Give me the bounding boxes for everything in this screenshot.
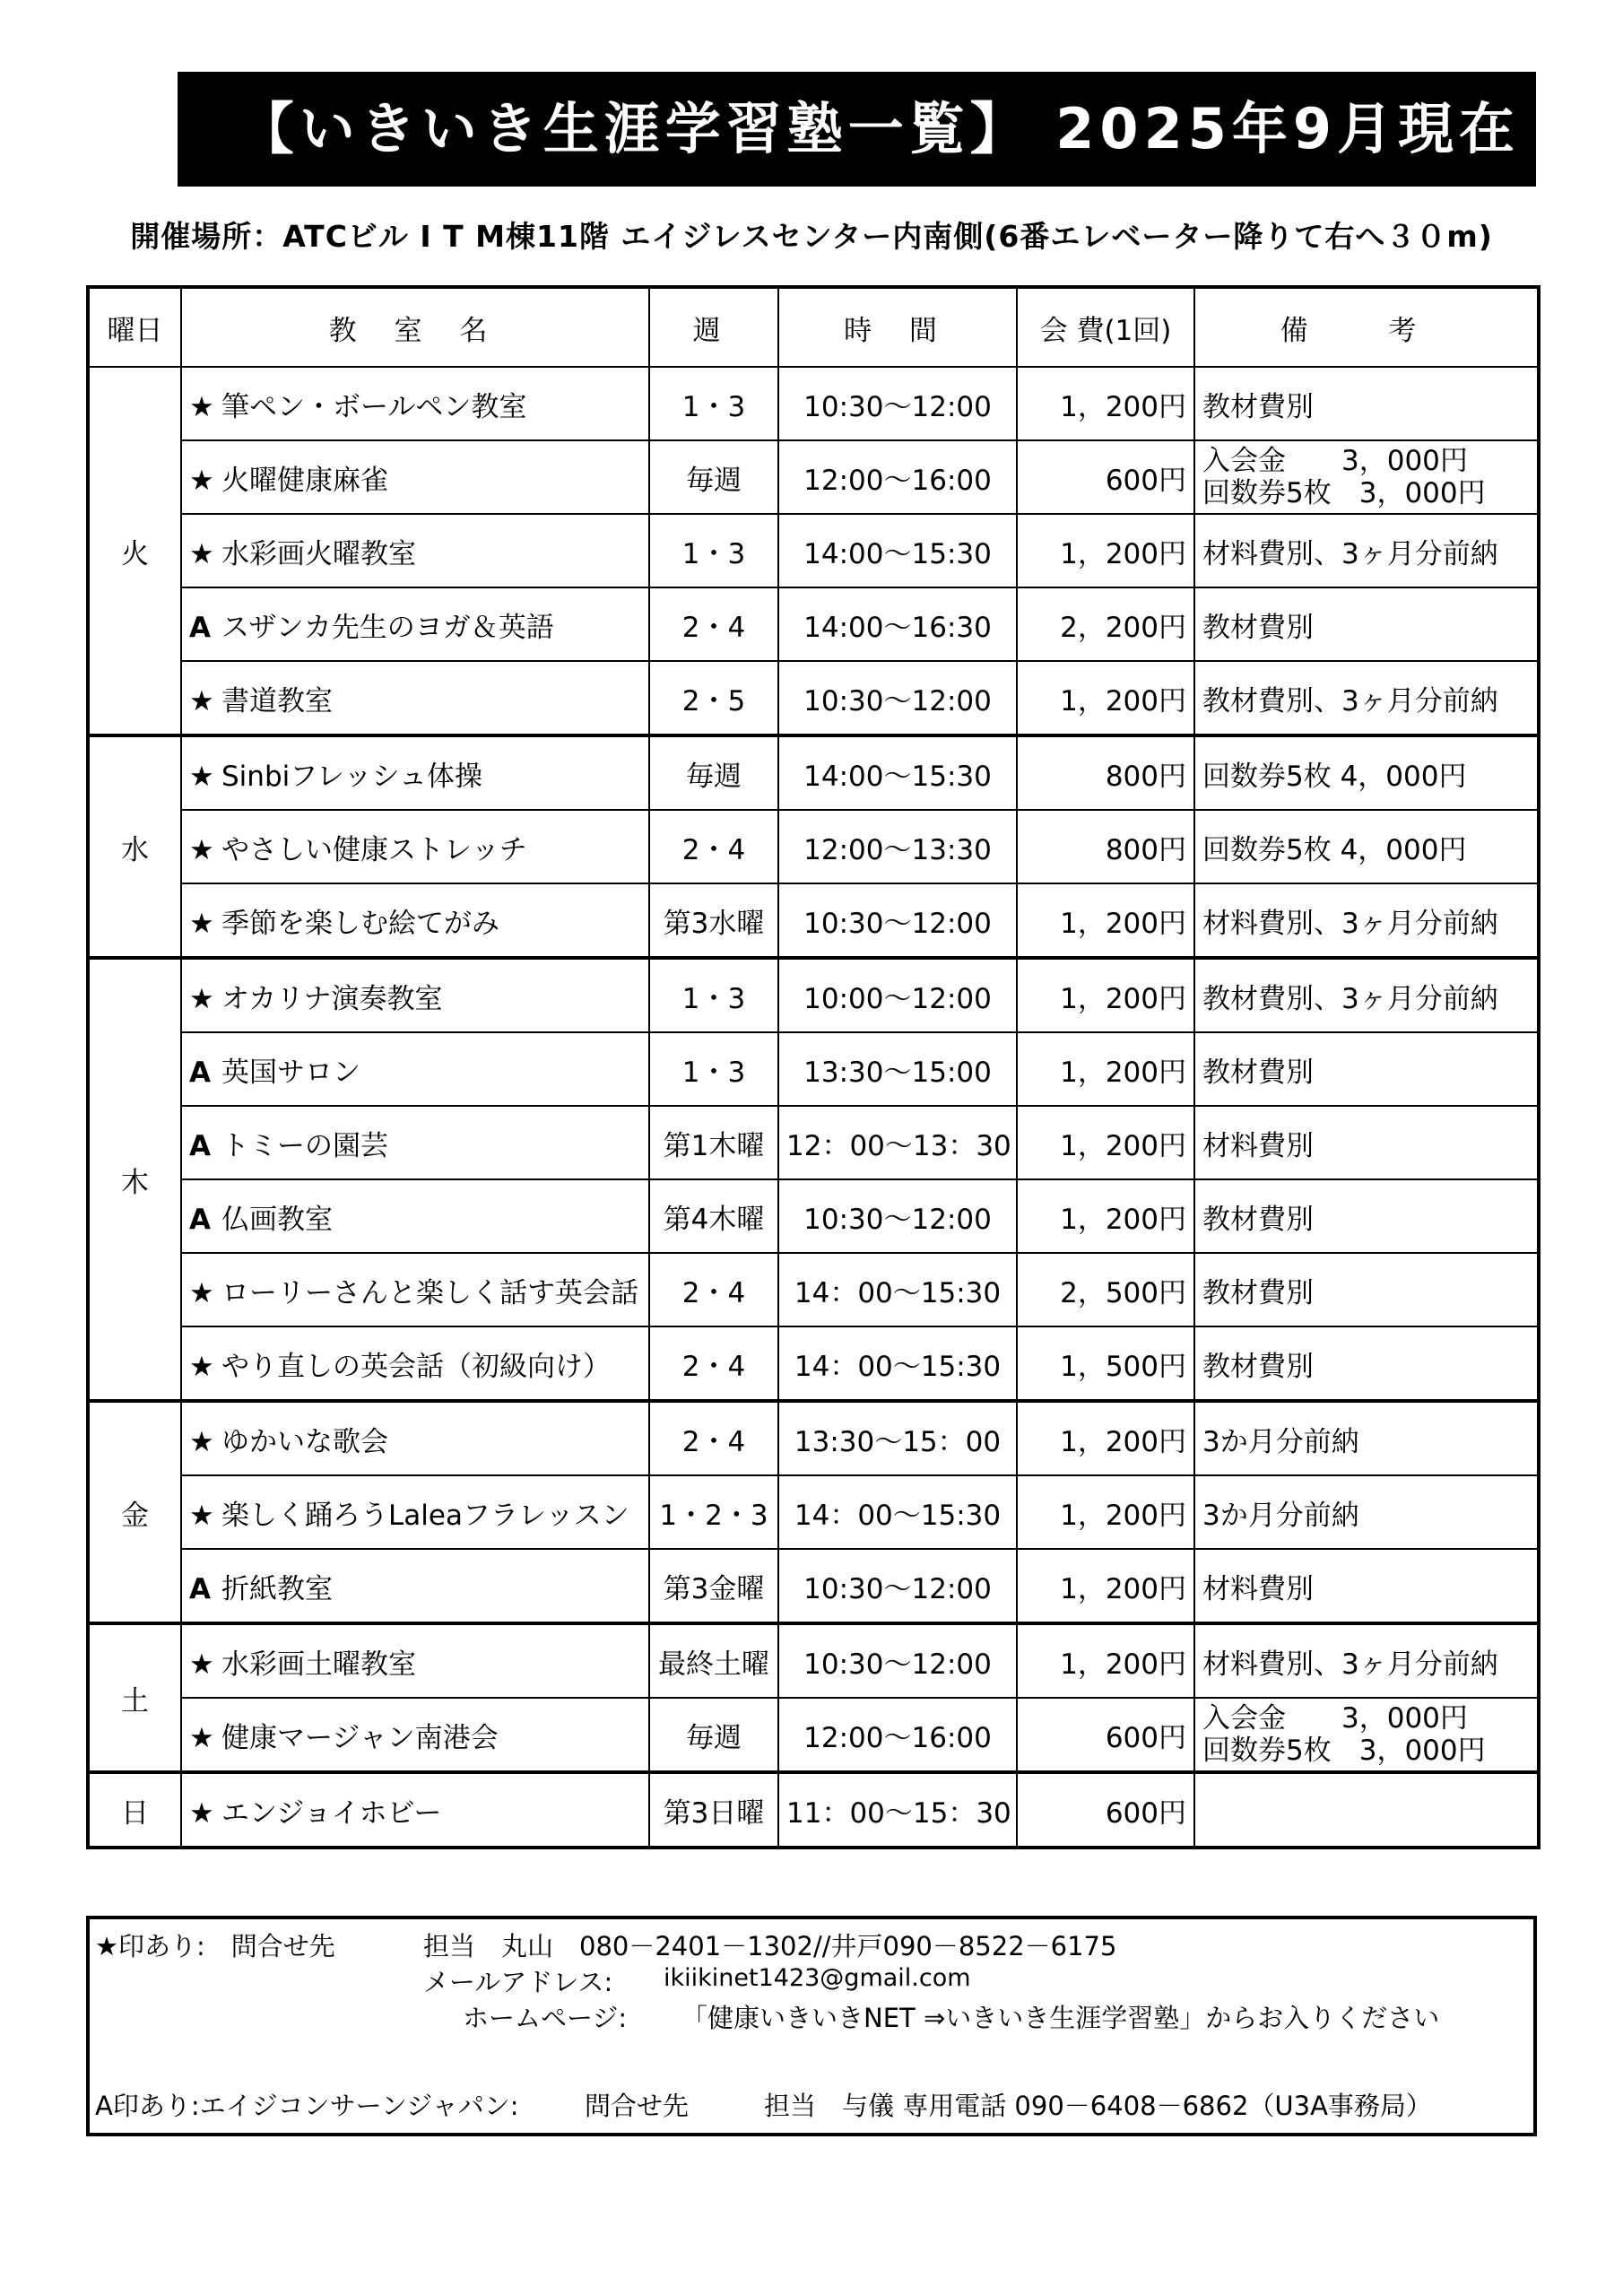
table-row (88, 1326, 1539, 1401)
time-cell: 14：00～15:30 (778, 1326, 1017, 1401)
a-mark: A (189, 1056, 211, 1089)
fee-cell: 600円 (1017, 1698, 1194, 1772)
note-line: 回数券5枚 3，000円 (1202, 1735, 1486, 1767)
time-cell: 12:00～16:00 (778, 1698, 1017, 1772)
star-mark: ★ (189, 1350, 214, 1383)
class-name: 筆ペン・ボールペン教室 (221, 390, 527, 423)
time-cell: 11：00～15：30 (778, 1772, 1017, 1848)
table-row (88, 1623, 1539, 1698)
venue-text: 開催場所：ATCビル I T M棟11階 エイジレスセンター内南側(6番エレベーター降りて右へ３０m) (130, 219, 1493, 254)
fee-cell: 1，200円 (1017, 514, 1194, 587)
class-name-cell (181, 1549, 649, 1623)
time-cell: 14:00～16:30 (778, 587, 1017, 661)
header-week: 週 (649, 287, 778, 367)
a-contact: 担当 与儀 専用電話 090－6408－6862（U3A事務局） (764, 2091, 1432, 2121)
star-mark: ★ (189, 982, 214, 1015)
class-name: 水彩画土曜教室 (221, 1648, 416, 1681)
a-mark: A (189, 1572, 211, 1605)
table-row (88, 1549, 1539, 1623)
table-row (88, 587, 1539, 661)
fee-cell: 1，200円 (1017, 1475, 1194, 1549)
time-cell: 10:30～12:00 (778, 883, 1017, 958)
table-row (88, 1032, 1539, 1106)
header-fee: 会 費(1回) (1017, 287, 1194, 367)
note-cell: 材料費別、3ヶ月分前納 (1194, 514, 1539, 587)
class-name: スザンカ先生のヨガ＆英語 (221, 611, 554, 644)
star-mark: ★ (189, 833, 214, 866)
note-cell: 教材費別 (1194, 367, 1539, 440)
note-cell: 回数券5枚 4，000円 (1194, 810, 1539, 883)
class-name-cell (181, 367, 649, 440)
week-cell: 1・3 (649, 1032, 778, 1106)
class-name: 仏画教室 (221, 1203, 333, 1236)
a-inquiry: 問合せ先 (585, 2091, 690, 2121)
class-name: エンジョイホビー (221, 1796, 442, 1830)
header-day: 曜日 (88, 287, 181, 367)
note-cell: 3か月分前納 (1194, 1475, 1539, 1549)
table-row (88, 367, 1539, 440)
homepage-text: 「健康いきいきNET ⇒いきいき生涯学習塾」からお入りください (681, 2003, 1440, 2033)
note-cell: 回数券5枚 4，000円 (1194, 735, 1539, 810)
week-cell: 第1木曜 (649, 1106, 778, 1179)
class-name: やり直しの英会話（初級向け） (221, 1350, 611, 1383)
class-name-cell (181, 514, 649, 587)
time-cell: 13:30～15：00 (778, 1401, 1017, 1475)
class-name: Sinbiフレッシュ体操 (221, 760, 483, 793)
week-cell: 第3金曜 (649, 1549, 778, 1623)
time-cell: 14：00～15:30 (778, 1253, 1017, 1326)
class-name-cell (181, 587, 649, 661)
star-mark: ★ (189, 1276, 214, 1309)
class-name: 楽しく踊ろうLaleaフラレッスン (221, 1499, 629, 1532)
class-name-cell (181, 1179, 649, 1253)
day-cell: 金 (88, 1401, 181, 1623)
class-name-cell (181, 1401, 649, 1475)
time-cell: 10:30～12:00 (778, 661, 1017, 735)
class-name: トミーの園芸 (221, 1129, 388, 1162)
time-cell: 14:00～15:30 (778, 735, 1017, 810)
table-row (88, 958, 1539, 1032)
week-cell: 2・4 (649, 810, 778, 883)
class-name-cell (181, 1623, 649, 1698)
a-mark: A (189, 1129, 211, 1162)
day-cell: 水 (88, 735, 181, 958)
class-name: 書道教室 (221, 684, 333, 718)
week-cell: 第3水曜 (649, 883, 778, 958)
schedule-table (86, 285, 1541, 1849)
class-name-cell (181, 958, 649, 1032)
star-mark: ★ (189, 1648, 214, 1681)
time-cell: 14：00～15:30 (778, 1475, 1017, 1549)
a-label: A印あり:エイジコンサーンジャパン: (95, 2091, 519, 2121)
fee-cell: 1，200円 (1017, 1179, 1194, 1253)
class-name: 水彩画火曜教室 (221, 537, 416, 570)
class-name: 英国サロン (221, 1056, 360, 1089)
fee-cell: 1，200円 (1017, 1623, 1194, 1698)
class-name: 季節を楽しむ絵てがみ (221, 907, 499, 940)
homepage-label: ホームページ: (463, 2003, 628, 2033)
note-cell: 教材費別 (1194, 1253, 1539, 1326)
class-name-cell (181, 1032, 649, 1106)
fee-cell: 1，200円 (1017, 1549, 1194, 1623)
class-name-cell (181, 735, 649, 810)
time-cell: 10:30～12:00 (778, 1623, 1017, 1698)
day-cell: 火 (88, 367, 181, 735)
note-cell: 教材費別 (1194, 1032, 1539, 1106)
fee-cell: 2，500円 (1017, 1253, 1194, 1326)
note-cell: 材料費別、3ヶ月分前納 (1194, 883, 1539, 958)
star-mark: ★ (189, 1425, 214, 1458)
note-cell: 3か月分前納 (1194, 1401, 1539, 1475)
week-cell: 2・4 (649, 1253, 778, 1326)
time-cell: 12:00～16:00 (778, 440, 1017, 514)
schedule-body (88, 367, 1539, 1848)
time-cell: 10:30～12:00 (778, 1179, 1017, 1253)
table-row (88, 440, 1539, 514)
time-cell: 12：00～13：30 (778, 1106, 1017, 1179)
class-name: ゆかいな歌会 (221, 1425, 388, 1458)
week-cell: 毎週 (649, 735, 778, 810)
time-cell: 10:30～12:00 (778, 367, 1017, 440)
note-line: 回数券5枚 3，000円 (1202, 477, 1486, 509)
star-mark: ★ (189, 684, 214, 718)
fee-cell: 800円 (1017, 735, 1194, 810)
note-cell (1194, 1698, 1539, 1772)
fee-cell: 600円 (1017, 1772, 1194, 1848)
star-mark: ★ (189, 537, 214, 570)
table-row (88, 1475, 1539, 1549)
note-cell: 教材費別 (1194, 587, 1539, 661)
table-row (88, 1401, 1539, 1475)
mail-address[interactable]: ikiikinet1423@gmail.com (664, 1964, 971, 1992)
contact-box (86, 1916, 1537, 2136)
table-row (88, 1179, 1539, 1253)
fee-cell: 1，200円 (1017, 367, 1194, 440)
time-cell: 10:30～12:00 (778, 1549, 1017, 1623)
fee-cell: 1，200円 (1017, 883, 1194, 958)
class-name: ローリーさんと楽しく話す英会話 (221, 1276, 638, 1309)
week-cell: 1・3 (649, 514, 778, 587)
class-name-cell (181, 1106, 649, 1179)
fee-cell: 1，200円 (1017, 1401, 1194, 1475)
note-cell (1194, 1772, 1539, 1848)
table-row (88, 810, 1539, 883)
day-cell: 土 (88, 1623, 181, 1772)
note-line: 入会金 3，000円 (1202, 445, 1468, 477)
week-cell: 1・2・3 (649, 1475, 778, 1549)
week-cell: 最終土曜 (649, 1623, 778, 1698)
fee-cell: 1，200円 (1017, 1106, 1194, 1179)
week-cell: 毎週 (649, 440, 778, 514)
header-time: 時 間 (778, 287, 1017, 367)
class-name-cell (181, 1253, 649, 1326)
week-cell: 1・3 (649, 958, 778, 1032)
note-cell: 材料費別、3ヶ月分前納 (1194, 1623, 1539, 1698)
table-row (88, 1106, 1539, 1179)
week-cell: 2・4 (649, 1326, 778, 1401)
header-row (88, 287, 1539, 367)
time-cell: 10:00～12:00 (778, 958, 1017, 1032)
class-name: オカリナ演奏教室 (221, 982, 443, 1015)
star-label: ★印あり: 問合せ先 (95, 1931, 335, 1961)
page-title: 【いきいき生涯学習塾一覧】 2025年9月現在 (238, 96, 1520, 161)
time-cell: 13:30～15:00 (778, 1032, 1017, 1106)
fee-cell: 800円 (1017, 810, 1194, 883)
fee-cell: 1，200円 (1017, 1032, 1194, 1106)
fee-cell: 1，200円 (1017, 661, 1194, 735)
table-row (88, 1253, 1539, 1326)
table-row (88, 735, 1539, 810)
star-mark: ★ (189, 1796, 214, 1830)
star-mark: ★ (189, 760, 214, 793)
week-cell: 2・4 (649, 1401, 778, 1475)
note-cell: 教材費別、3ヶ月分前納 (1194, 958, 1539, 1032)
star-mark: ★ (189, 907, 214, 940)
class-name-cell (181, 440, 649, 514)
class-name: 折紙教室 (221, 1572, 333, 1605)
table-row (88, 661, 1539, 735)
table-row (88, 514, 1539, 587)
note-cell (1194, 440, 1539, 514)
week-cell: 毎週 (649, 1698, 778, 1772)
star-contact: 担当 丸山 080－2401－1302//井戸090－8522－6175 (423, 1931, 1117, 1961)
title-banner (178, 72, 1536, 187)
note-cell: 教材費別 (1194, 1179, 1539, 1253)
table-row (88, 1698, 1539, 1772)
class-name-cell (181, 1326, 649, 1401)
class-name-cell (181, 1475, 649, 1549)
class-name-cell (181, 883, 649, 958)
table-row (88, 1772, 1539, 1848)
class-name: 火曜健康麻雀 (221, 464, 388, 497)
fee-cell: 1，200円 (1017, 958, 1194, 1032)
day-cell: 日 (88, 1772, 181, 1848)
note-cell: 教材費別 (1194, 1326, 1539, 1401)
class-name-cell (181, 661, 649, 735)
header-note: 備 考 (1194, 287, 1539, 367)
note-cell: 材料費別 (1194, 1549, 1539, 1623)
header-class: 教 室 名 (181, 287, 649, 367)
note-line: 入会金 3，000円 (1202, 1702, 1468, 1735)
a-mark: A (189, 611, 211, 644)
star-mark: ★ (189, 464, 214, 497)
week-cell: 1・3 (649, 367, 778, 440)
class-name-cell (181, 1772, 649, 1848)
mail-label: メールアドレス: (423, 1967, 613, 1997)
day-cell: 木 (88, 958, 181, 1401)
class-name-cell (181, 1698, 649, 1772)
class-name: 健康マージャン南港会 (221, 1721, 499, 1754)
star-mark: ★ (189, 1499, 214, 1532)
class-name-cell (181, 810, 649, 883)
note-cell: 材料費別 (1194, 1106, 1539, 1179)
fee-cell: 600円 (1017, 440, 1194, 514)
fee-cell: 1，500円 (1017, 1326, 1194, 1401)
class-name: やさしい健康ストレッチ (221, 833, 527, 866)
week-cell: 第4木曜 (649, 1179, 778, 1253)
table-row (88, 883, 1539, 958)
week-cell: 2・5 (649, 661, 778, 735)
star-mark: ★ (189, 1721, 214, 1754)
fee-cell: 2，200円 (1017, 587, 1194, 661)
week-cell: 第3日曜 (649, 1772, 778, 1848)
time-cell: 12:00～13:30 (778, 810, 1017, 883)
note-cell: 教材費別、3ヶ月分前納 (1194, 661, 1539, 735)
star-mark: ★ (189, 390, 214, 423)
week-cell: 2・4 (649, 587, 778, 661)
time-cell: 14:00～15:30 (778, 514, 1017, 587)
a-mark: A (189, 1203, 211, 1236)
